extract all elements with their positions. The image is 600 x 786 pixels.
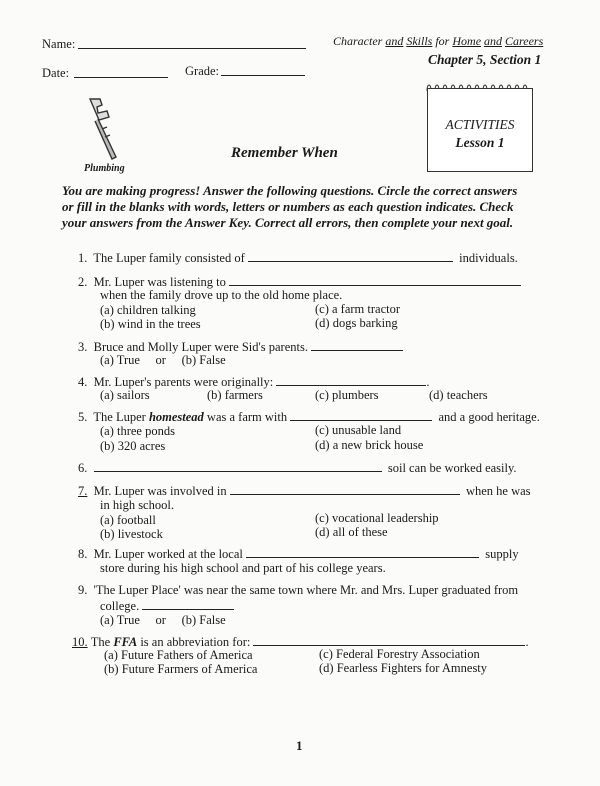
question-6: 6. soil can be worked easily. xyxy=(78,461,517,475)
instructions: You are making progress! Answer the following questions. Circle the correct answers or fill in the blanks with words, letters or numbers as each question indicates. Check your answers from the Answer Key. Correct all errors, then complete your next goal. xyxy=(62,183,518,230)
option-7d[interactable]: (d) all of these xyxy=(315,525,388,539)
true-false-9[interactable]: (a) True or (b) False xyxy=(100,613,226,627)
option-4d[interactable]: (d) teachers xyxy=(429,388,488,402)
wrench-caption: Plumbing xyxy=(84,163,125,174)
option-2d[interactable]: (d) dogs barking xyxy=(315,316,398,330)
question-1: 1. The Luper family consisted of individuals. xyxy=(78,251,518,265)
name-label: Name: xyxy=(42,37,76,51)
date-field[interactable] xyxy=(74,76,168,78)
chapter-section: Chapter 5, Section 1 xyxy=(428,52,542,67)
option-10a[interactable]: (a) Future Fathers of America xyxy=(104,648,253,662)
answer-blank-7[interactable] xyxy=(230,483,460,495)
question-7: 7. Mr. Luper was involved in when he was xyxy=(78,484,531,498)
question-2: 2. Mr. Luper was listening to xyxy=(78,274,521,290)
question-8: 8. Mr. Luper worked at the local supply xyxy=(78,547,519,561)
lesson-label: Lesson 1 xyxy=(455,135,505,150)
question-4: 4. Mr. Luper's parents were originally: . xyxy=(78,375,430,389)
question-9: 9. 'The Luper Place' was near the same town where Mr. and Mrs. Luper graduated from xyxy=(78,583,519,597)
option-5b[interactable]: (b) 320 acres xyxy=(100,439,166,453)
option-4c[interactable]: (c) plumbers xyxy=(315,388,379,402)
question-9-line2: college. xyxy=(100,598,234,614)
grade-field[interactable] xyxy=(221,74,305,76)
option-5a[interactable]: (a) three ponds xyxy=(100,424,175,438)
option-4b[interactable]: (b) farmers xyxy=(207,388,263,402)
option-10d[interactable]: (d) Fearless Fighters for Amnesty xyxy=(319,661,488,675)
answer-blank-9[interactable] xyxy=(142,598,234,610)
page-title: Remember When xyxy=(231,145,338,161)
answer-blank-8[interactable] xyxy=(246,546,479,558)
question-10: 10. The FFA is an abbreviation for: . xyxy=(72,635,529,649)
date-label: Date: xyxy=(42,66,70,80)
answer-blank-1[interactable] xyxy=(248,250,453,262)
option-4a[interactable]: (a) sailors xyxy=(100,388,150,402)
question-7-line2: in high school. xyxy=(100,498,174,512)
activities-box xyxy=(427,88,533,172)
option-2b[interactable]: (b) wind in the trees xyxy=(100,317,201,331)
option-5d[interactable]: (d) a new brick house xyxy=(315,438,424,452)
answer-blank-6[interactable] xyxy=(94,460,382,472)
option-10c[interactable]: (c) Federal Forestry Association xyxy=(319,647,480,661)
answer-blank-4[interactable] xyxy=(276,374,426,386)
option-2c[interactable]: (c) a farm tractor xyxy=(315,302,401,316)
grade-label: Grade: xyxy=(185,64,220,78)
option-7b[interactable]: (b) livestock xyxy=(100,527,163,541)
true-false-3[interactable]: (a) True or (b) False xyxy=(100,353,226,367)
answer-blank-10[interactable] xyxy=(253,634,525,646)
answer-blank-3[interactable] xyxy=(311,339,403,351)
name-field[interactable] xyxy=(78,47,306,49)
question-3: 3. Bruce and Molly Luper were Sid's parents. xyxy=(78,339,403,355)
option-10b[interactable]: (b) Future Farmers of America xyxy=(104,662,258,676)
option-7a[interactable]: (a) football xyxy=(100,513,156,527)
page-number: 1 xyxy=(296,738,303,753)
question-2-line2: when the family drove up to the old home place. xyxy=(100,288,343,302)
option-7c[interactable]: (c) vocational leadership xyxy=(315,511,439,525)
option-2a[interactable]: (a) children talking xyxy=(100,303,196,317)
activities-label: ACTIVITIES xyxy=(445,117,515,132)
wrench-icon xyxy=(80,95,130,165)
question-8-line2: store during his high school and part of his college years. xyxy=(100,561,386,575)
answer-blank-2[interactable] xyxy=(229,274,521,286)
question-5: 5. The Luper homestead was a farm with and a good heritage. xyxy=(78,410,540,424)
answer-blank-5[interactable] xyxy=(290,409,432,421)
course-title: Character and Skills for Home and Careers xyxy=(333,34,544,48)
option-5c[interactable]: (c) unusable land xyxy=(315,423,402,437)
